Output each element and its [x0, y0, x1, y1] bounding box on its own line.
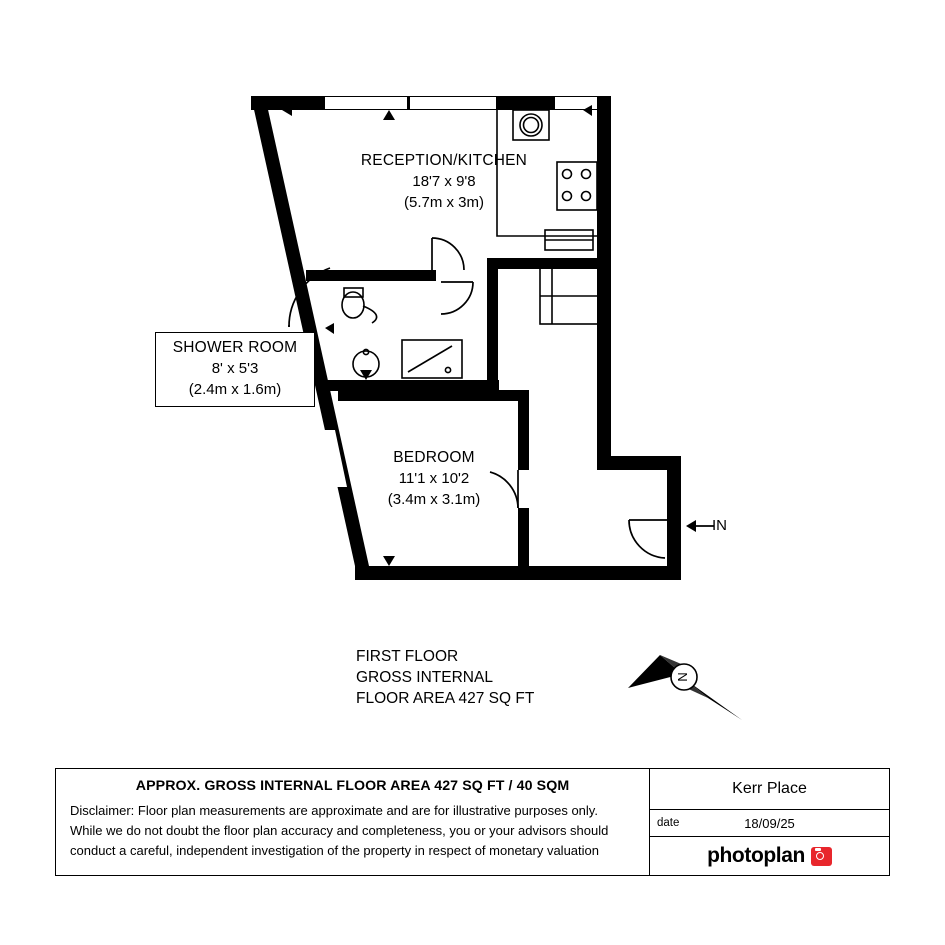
room-label-shower-room	[155, 332, 315, 407]
footer-info-block	[55, 768, 890, 876]
room-dimension-imperial: 18'7 x 9'8	[412, 173, 476, 190]
floor-note-line1: FIRST FLOOR	[356, 648, 459, 665]
room-dimension-metric: (2.4m x 1.6m)	[188, 381, 282, 398]
room-dimension-metric: (5.7m x 3m)	[403, 194, 484, 211]
room-dimension-imperial: 11'1 x 10'2	[398, 470, 470, 487]
floor-area-note	[356, 646, 534, 709]
room-dimension-imperial: 8' x 5'3	[211, 360, 259, 377]
compass-north-label: N	[675, 672, 690, 682]
storage-cupboard	[540, 268, 598, 324]
photoplan-logo	[650, 837, 889, 875]
date-label: date	[657, 817, 680, 829]
disclaimer-line-1: Disclaimer: Floor plan measurements are approximate and are for illustrative purposes only.	[70, 803, 598, 818]
footer-area-title: APPROX. GROSS INTERNAL FLOOR AREA 427 SQ FT / 40 SQM	[135, 778, 570, 794]
floor-note-line2: GROSS INTERNAL	[356, 669, 493, 686]
footer-identity-section	[650, 769, 889, 875]
room-name: RECEPTION/KITCHEN	[360, 152, 528, 169]
footer-disclaimer-section	[56, 769, 650, 875]
bathroom-fixtures	[342, 288, 462, 378]
date-value: 18/09/25	[744, 815, 795, 831]
room-name: BEDROOM	[393, 449, 475, 466]
logo-text: photoplan	[707, 844, 805, 867]
date-row	[650, 810, 889, 837]
entrance-label: IN	[712, 517, 727, 534]
room-name: SHOWER ROOM	[172, 339, 298, 356]
property-name: Kerr Place	[650, 769, 889, 810]
footer-disclaimer	[64, 801, 641, 861]
disclaimer-line-2: While we do not doubt the floor plan accuracy and completeness, you or your advisors should	[70, 823, 609, 838]
disclaimer-line-3: conduct a careful, independent investigation of the property in respect of monetary valuation	[70, 843, 599, 858]
room-label-bedroom	[334, 447, 534, 510]
camera-icon	[811, 847, 832, 866]
room-dimension-metric: (3.4m x 3.1m)	[387, 491, 481, 508]
floor-note-line3: FLOOR AREA 427 SQ FT	[356, 690, 535, 707]
compass-rose-icon	[620, 628, 750, 723]
room-label-reception-kitchen	[344, 150, 544, 213]
